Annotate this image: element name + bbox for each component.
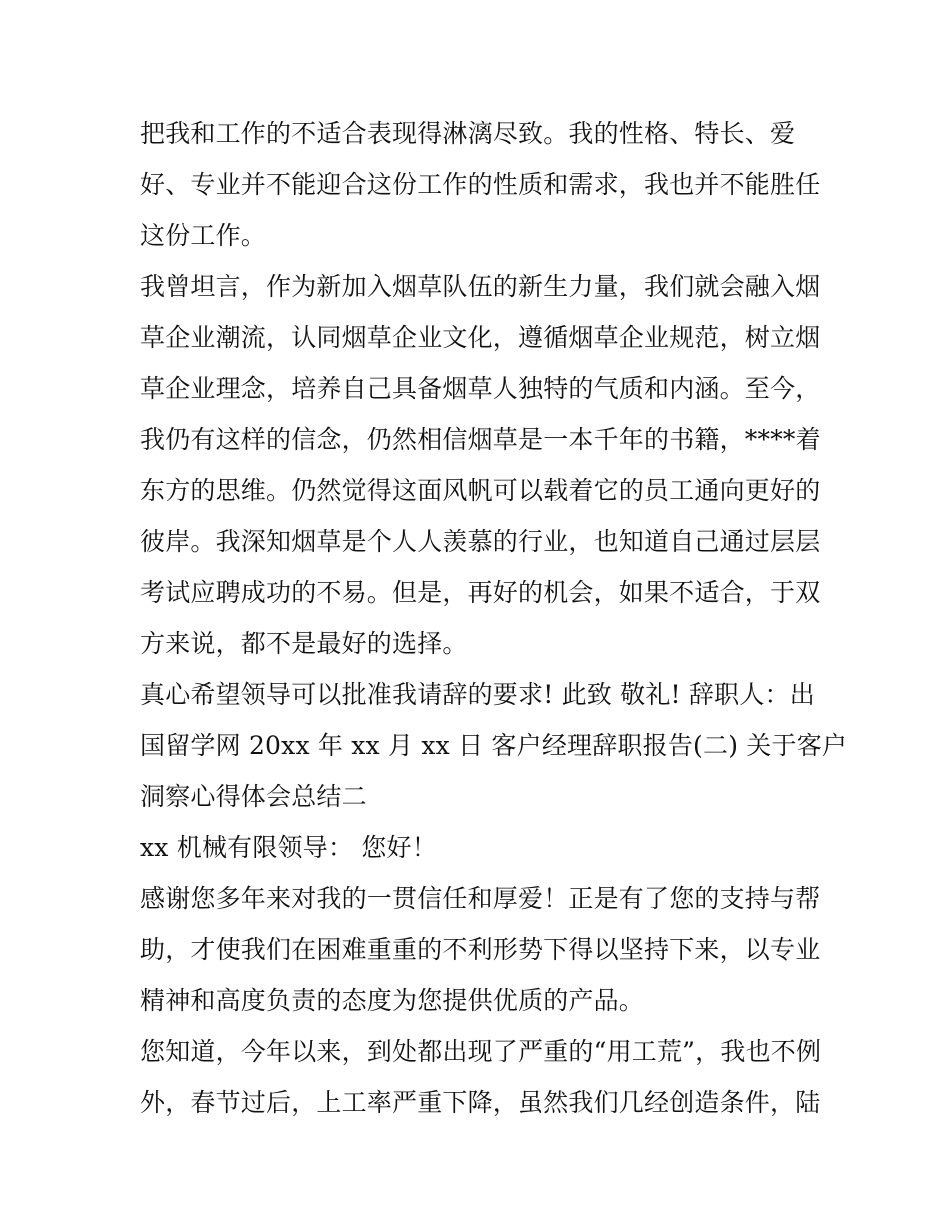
text-line: 东方的思维。仍然觉得这面风帆可以载着它的员工通向更好的 [140, 476, 821, 505]
text-line: 彼岸。我深知烟草是个人人羡慕的行业，也知道自己通过层层 [140, 527, 821, 556]
text-line: 国留学网 20xx 年 xx 月 xx 日 客户经理辞职报告(二) 关于客户 [140, 731, 848, 760]
greeting-line: xx 机械有限领导： 您好！ [140, 833, 437, 862]
text-line: 好、专业并不能迎合这份工作的性质和需求，我也并不能胜任 [140, 170, 821, 199]
text-line: 把我和工作的不适合表现得淋漓尽致。我的性格、特长、爱 [140, 119, 796, 148]
text-line: 精神和高度负责的态度为您提供优质的产品。 [140, 986, 645, 1015]
text-line: 外，春节过后，上工率严重下降，虽然我们几经创造条件，陆 [140, 1088, 821, 1117]
text-line: 草企业理念，培养自己具备烟草人独特的气质和内涵。至今， [140, 374, 821, 403]
text-line: 考试应聘成功的不易。但是，再好的机会，如果不适合，于双 [140, 578, 821, 607]
text-line: 我仍有这样的信念，仍然相信烟草是一本千年的书籍，****着 [140, 425, 821, 454]
document-body [140, 108, 848, 1128]
text-line: 草企业潮流，认同烟草企业文化，遵循烟草企业规范，树立烟 [140, 323, 821, 352]
text-line: 洞察心得体会总结二 [140, 782, 367, 811]
text-line: 方来说，都不是最好的选择。 [140, 629, 468, 658]
text-line: 您知道，今年以来，到处都出现了严重的“用工荒”，我也不例 [140, 1037, 822, 1066]
text-line: 这份工作。 [140, 221, 267, 250]
text-line: 我曾坦言，作为新加入烟草队伍的新生力量，我们就会融入烟 [140, 272, 821, 301]
text-line: 真心希望领导可以批准我请辞的要求! 此致 敬礼! 辞职人：出 [140, 680, 815, 709]
text-line: 助，才使我们在困难重重的不利形势下得以坚持下来，以专业 [140, 935, 821, 964]
text-line: 感谢您多年来对我的一贯信任和厚爱！正是有了您的支持与帮 [140, 884, 821, 913]
